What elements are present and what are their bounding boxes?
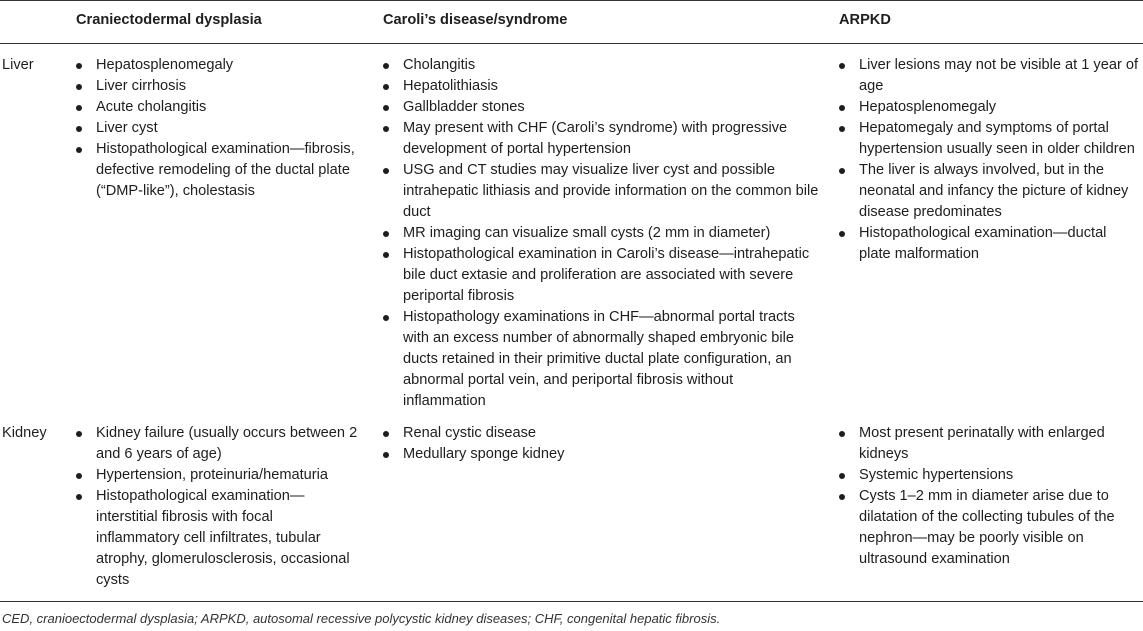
bullet-icon bbox=[839, 473, 845, 479]
bullet-icon bbox=[76, 473, 82, 479]
list-item-text: Hepatosplenomegaly bbox=[96, 57, 234, 73]
list-item bbox=[76, 97, 359, 118]
bullet-icon bbox=[76, 63, 82, 69]
bullet-icon bbox=[383, 168, 389, 174]
list-item-text: May present with CHF (Caroli’s syndrome) with progressive development of portal hypertension bbox=[403, 120, 788, 157]
bullet-icon bbox=[76, 84, 82, 90]
list-item-text: Cysts 1–2 mm in diameter arise due to dilatation of the collecting tubules of the nephron—may be poorly visible on ultrasound examination bbox=[859, 488, 1115, 567]
bullet-icon bbox=[839, 63, 845, 69]
cell-kidney-arpkd bbox=[839, 412, 1143, 602]
list-item bbox=[839, 160, 1139, 223]
bullet-icon bbox=[839, 105, 845, 111]
list-kidney-arpkd bbox=[839, 423, 1139, 570]
bullet-icon bbox=[839, 168, 845, 174]
list-item-text: Hepatolithiasis bbox=[403, 78, 498, 94]
list-item-text: Kidney failure (usually occurs between 2 and 6 years of age) bbox=[96, 425, 358, 462]
row-label-liver: Liver bbox=[2, 57, 34, 73]
list-item-text: Acute cholangitis bbox=[96, 99, 207, 115]
list-item-text: Histopathological examination—interstitial fibrosis with focal inflammatory cell infiltrates, tubular atrophy, glomerulosclerosis, occasional cysts bbox=[96, 488, 350, 588]
bullet-icon bbox=[383, 126, 389, 132]
list-item bbox=[383, 160, 819, 223]
bullet-icon bbox=[383, 105, 389, 111]
list-item-text: Most present perinatally with enlarged kidneys bbox=[859, 425, 1105, 462]
list-item-text: Histopathological examination—fibrosis, defective remodeling of the ductal plate (“DMP-like”), cholestasis bbox=[96, 141, 355, 199]
list-item bbox=[383, 223, 819, 244]
list-item-text: Systemic hypertensions bbox=[859, 467, 1014, 483]
list-item bbox=[839, 118, 1139, 160]
list-liver-ced bbox=[76, 55, 359, 202]
list-item bbox=[383, 118, 819, 160]
list-item-text: Medullary sponge kidney bbox=[403, 446, 565, 462]
list-item bbox=[839, 423, 1139, 465]
list-item bbox=[839, 223, 1139, 265]
list-item bbox=[76, 118, 359, 139]
list-item bbox=[839, 55, 1139, 97]
list-item bbox=[383, 55, 819, 76]
bullet-icon bbox=[76, 105, 82, 111]
bullet-icon bbox=[839, 494, 845, 500]
row-label-kidney: Kidney bbox=[0, 412, 76, 602]
list-item bbox=[76, 76, 359, 97]
table-row-kidney bbox=[0, 412, 1143, 602]
list-item bbox=[76, 55, 359, 76]
header-caroli: Caroli’s disease/syndrome bbox=[383, 1, 839, 44]
list-item bbox=[76, 139, 359, 202]
cell-liver-ced bbox=[76, 44, 383, 413]
bullet-icon bbox=[383, 452, 389, 458]
bullet-icon bbox=[839, 431, 845, 437]
header-arpkd: ARPKD bbox=[839, 1, 1143, 44]
list-liver-arpkd bbox=[839, 55, 1139, 265]
list-item-text: Hepatosplenomegaly bbox=[859, 99, 997, 115]
list-item bbox=[839, 465, 1139, 486]
list-item-text: USG and CT studies may visualize liver cyst and possible intrahepatic lithiasis and provide information on the common bile duct bbox=[403, 162, 819, 220]
list-item bbox=[383, 76, 819, 97]
bullet-icon bbox=[839, 231, 845, 237]
list-item-text: Hepatomegaly and symptoms of portal hypertension usually seen in older children bbox=[859, 120, 1135, 157]
bullet-icon bbox=[383, 231, 389, 237]
list-item-text: Histopathological examination—ductal plate malformation bbox=[859, 225, 1107, 262]
bullet-icon bbox=[383, 84, 389, 90]
bullet-icon bbox=[76, 431, 82, 437]
list-item bbox=[383, 423, 819, 444]
list-item-text: Histopathological examination in Caroli’s disease—intrahepatic bile duct extasie and proliferation are associated with severe periportal fibrosis bbox=[403, 246, 810, 304]
bullet-icon bbox=[383, 431, 389, 437]
list-liver-caroli bbox=[383, 55, 819, 412]
list-item bbox=[76, 486, 359, 591]
list-item bbox=[383, 307, 819, 412]
cell-kidney-ced bbox=[76, 412, 383, 602]
list-kidney-ced bbox=[76, 423, 359, 591]
cell-kidney-caroli bbox=[383, 412, 839, 602]
cell-liver-arpkd bbox=[839, 44, 1143, 413]
bullet-icon bbox=[383, 252, 389, 258]
list-item bbox=[383, 244, 819, 307]
list-item bbox=[76, 423, 359, 465]
list-item bbox=[76, 465, 359, 486]
list-item-text: Liver cirrhosis bbox=[96, 78, 187, 94]
list-item bbox=[383, 444, 819, 465]
list-item-text: MR imaging can visualize small cysts (2 mm in diameter) bbox=[403, 225, 771, 241]
list-item-text: The liver is always involved, but in the neonatal and infancy the picture of kidney disease predominates bbox=[859, 162, 1129, 220]
bullet-icon bbox=[76, 126, 82, 132]
header-empty bbox=[0, 1, 76, 44]
table-row-liver bbox=[0, 44, 1143, 413]
header-row bbox=[0, 1, 1143, 44]
list-item-text: Liver lesions may not be visible at 1 year of age bbox=[859, 57, 1139, 94]
list-item bbox=[839, 97, 1139, 118]
list-item bbox=[383, 97, 819, 118]
list-kidney-caroli bbox=[383, 423, 819, 465]
bullet-icon bbox=[383, 315, 389, 321]
list-item-text: Liver cyst bbox=[96, 120, 158, 136]
list-item-text: Histopathology examinations in CHF—abnormal portal tracts with an excess number of abnormally shaped embryonic bile ducts retained in their primitive ductal plate configuration, an abnormal portal vein, and periportal fibrosis without inflammation bbox=[403, 309, 795, 409]
table-footnote: CED, cranioectodermal dysplasia; ARPKD, autosomal recessive polycystic kidney diseases; CHF, congenital hepatic fibrosis. bbox=[2, 611, 721, 626]
list-item-text: Gallbladder stones bbox=[403, 99, 525, 115]
list-item-text: Hypertension, proteinuria/hematuria bbox=[96, 467, 329, 483]
bullet-icon bbox=[76, 494, 82, 500]
bullet-icon bbox=[76, 147, 82, 153]
header-ced: Craniectodermal dysplasia bbox=[76, 1, 383, 44]
bullet-icon bbox=[839, 126, 845, 132]
list-item bbox=[839, 486, 1139, 570]
cell-liver-caroli bbox=[383, 44, 839, 413]
list-item-text: Cholangitis bbox=[403, 57, 476, 73]
bullet-icon bbox=[383, 63, 389, 69]
list-item-text: Renal cystic disease bbox=[403, 425, 537, 441]
